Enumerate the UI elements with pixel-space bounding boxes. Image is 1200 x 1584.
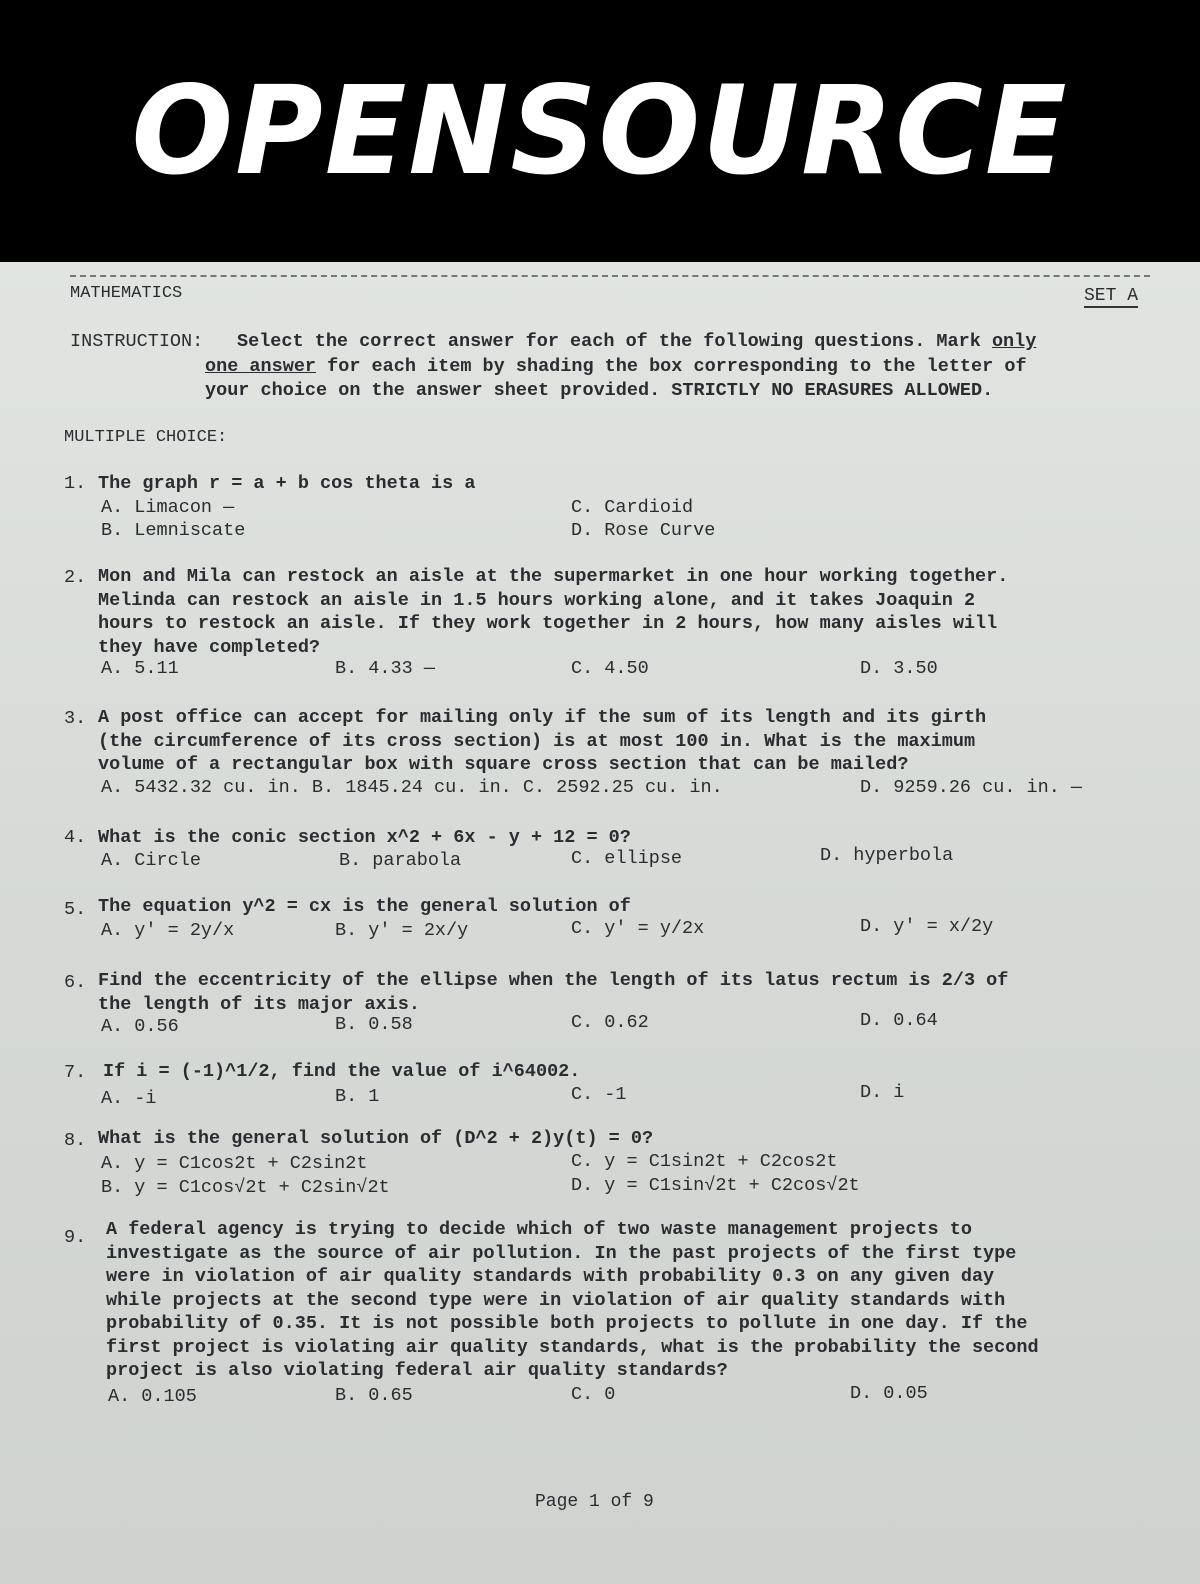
choice-c: C. 4.50 (571, 658, 649, 679)
dashed-divider (70, 275, 1150, 277)
choice-a: A. 0.105 (108, 1386, 197, 1407)
question-number: 9. (64, 1227, 87, 1248)
question-number: 3. (64, 708, 87, 729)
question-text: The equation y^2 = cx is the general solution of (98, 896, 631, 917)
choice-b: B. 0.58 (335, 1014, 413, 1035)
question-number: 7. (64, 1062, 87, 1083)
choice-d: D. i (860, 1082, 905, 1103)
question-text: A post office can accept for mailing only if the sum of its length and its girth (the circumference of its cross section) is at most 100 in. What is the maximum volume of a rectangular box with square cross section that can be mailed? (98, 707, 987, 775)
choice-d: D. 0.64 (860, 1010, 938, 1031)
choice-d: D. Rose Curve (571, 520, 716, 541)
question-text: What is the general solution of (D^2 + 2)y(t) = 0? (98, 1128, 654, 1149)
choice-a: A. Limacon — (101, 497, 235, 518)
choice-c: C. ellipse (571, 848, 683, 869)
choice-c: C. -1 (571, 1084, 627, 1105)
subject-heading: MATHEMATICS (70, 284, 183, 303)
question-number: 4. (64, 827, 87, 848)
choice-b: B. Lemniscate (101, 520, 246, 541)
question-text: Find the eccentricity of the ellipse when the length of its latus rectum is 2/3 of the length of its major axis. (98, 970, 1009, 1015)
choice-b: B. 1 (335, 1086, 380, 1107)
instruction-line2: one answer for each item by shading the box corresponding to the letter of (205, 356, 1027, 377)
choice-a: A. 5.11 (101, 658, 179, 679)
question-text: What is the conic section x^2 + 6x - y + 12 = 0? (98, 827, 631, 848)
choice-d: D. 0.05 (850, 1383, 928, 1404)
instruction-line3: your choice on the answer sheet provided. STRICTLY NO ERASURES ALLOWED. (205, 380, 994, 401)
question-number: 2. (64, 567, 87, 588)
choice-b: B. y = C1cos√2t + C2sin√2t (101, 1177, 390, 1198)
choice-b: B. parabola (339, 850, 462, 871)
question-text: A federal agency is trying to decide which of two waste management projects to investigate as the source of air pollution. In the past projects of the first type were in violation of air quality standards with probability 0.3 on any given day while projects at the second type were in violation of air quality standards with probability of 0.35. It is not possible both projects to pollute in one day. If the first project is violating air quality standards, what is the probability the second project is also violating federal air quality standards? (106, 1219, 1039, 1381)
exam-page (0, 262, 1200, 1584)
choice-b: B. 0.65 (335, 1385, 413, 1406)
question-number: 5. (64, 899, 87, 920)
section-title: MULTIPLE CHOICE: (64, 428, 228, 447)
choice-d: D. 9259.26 cu. in. — (860, 777, 1083, 798)
opensource-banner (0, 0, 1200, 262)
question-text: The graph r = a + b cos theta is a (98, 473, 476, 494)
question-number: 8. (64, 1130, 87, 1151)
choice-a: A. y = C1cos2t + C2sin2t (101, 1153, 368, 1174)
choice-c: C. Cardioid (571, 497, 694, 518)
choice-row-abc: A. 5432.32 cu. in. B. 1845.24 cu. in. C. 2592.25 cu. in. (101, 777, 723, 798)
page-number: Page 1 of 9 (535, 1492, 654, 1512)
question-text: If i = (-1)^1/2, find the value of i^64002. (103, 1061, 581, 1082)
question-number: 6. (64, 972, 87, 993)
question-number: 1. (64, 473, 87, 494)
choice-a: A. -i (101, 1088, 157, 1109)
choice-a: A. Circle (101, 850, 201, 871)
choice-c: C. 0.62 (571, 1012, 649, 1033)
set-label: SET A (1083, 286, 1138, 306)
choice-b: B. 4.33 — (335, 658, 435, 679)
banner-title: OPENSOURCE (131, 60, 1069, 202)
choice-c: C. y = C1sin2t + C2cos2t (571, 1151, 838, 1172)
choice-a: A. y′ = 2y/x (101, 920, 235, 941)
choice-d: D. y′ = x/2y (860, 916, 994, 937)
question-text: Mon and Mila can restock an aisle at the supermarket in one hour working together. Melinda can restock an aisle in 1.5 hours working alone, and it takes Joaquin 2 hours to restock an aisle. If they work together in 2 hours, how many aisles will they have completed? (98, 566, 1009, 658)
choice-b: B. y′ = 2x/y (335, 920, 469, 941)
choice-d: D. y = C1sin√2t + C2cos√2t (571, 1175, 860, 1196)
instruction-line1: Select the correct answer for each of the following questions. Mark only (237, 331, 1037, 352)
instruction-label: INSTRUCTION: (70, 331, 204, 352)
choice-a: A. 0.56 (101, 1016, 179, 1037)
choice-d: D. hyperbola (820, 845, 954, 866)
choice-c: C. 0 (571, 1384, 616, 1405)
choice-d: D. 3.50 (860, 658, 938, 679)
choice-c: C. y′ = y/2x (571, 918, 705, 939)
